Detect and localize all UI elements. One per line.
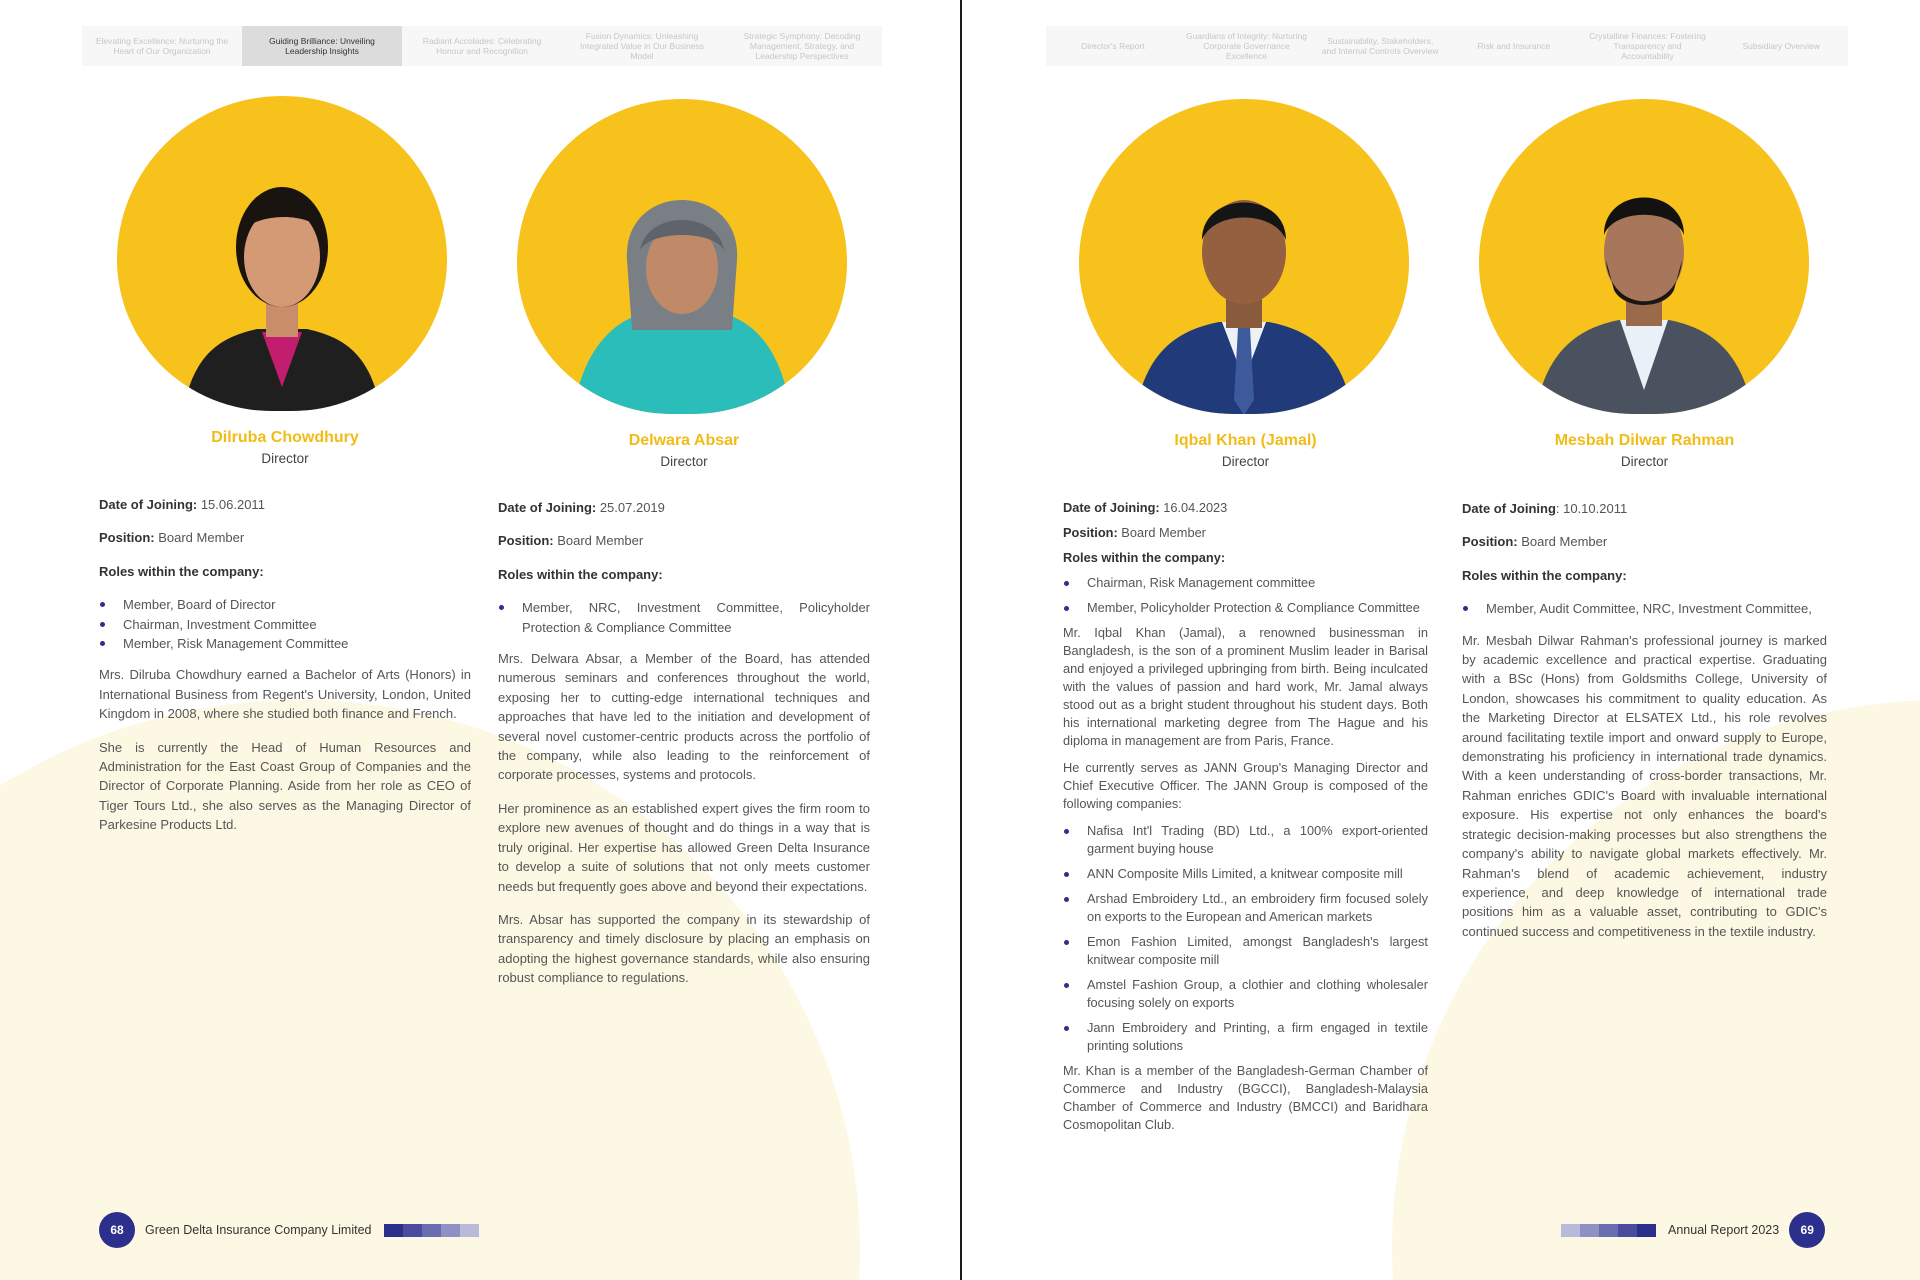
nav-item[interactable]: Subsidiary Overview: [1742, 41, 1820, 51]
right-page: [962, 0, 1920, 1280]
bio-paragraph: Mrs. Delwara Absar, a Member of the Board, has attended numerous seminars and conferences throughout the world, exposing her to cutting-edge international techniques and approaches that have led to the initiation and development of several novel customer-centric products across the portfolio of the company, while also leading to the reinforcement of corporate processes, systems and protocols.: [498, 651, 870, 783]
director-details: [498, 498, 870, 1002]
roles-list: [99, 595, 471, 653]
decorative-squares: [384, 1224, 479, 1237]
director-details: [1462, 499, 1827, 955]
company-item: Amstel Fashion Group, a clothier and clothing wholesaler focusing solely on exports: [1063, 976, 1428, 1012]
bio-paragraph: He currently serves as JANN Group's Managing Director and Chief Executive Officer. The JANN Group is composed of the following companies:: [1063, 760, 1428, 811]
bio-paragraph: Her prominence as an established expert gives the firm room to explore new avenues of thought and do things in a way that is truly original. Her expertise has allowed Green Delta Insurance to develop a suite of solutions that not only meets customer needs but frequently goes above and beyond their expectations.: [498, 800, 870, 894]
joining-date: Date of Joining: 15.06.2011: [99, 497, 265, 512]
nav-item[interactable]: Guardians of Integrity: Nurturing Corporate Governance Excellence: [1186, 31, 1307, 61]
nav-item[interactable]: Fusion Dynamics: Unleashing Integrated Value in Our Business Model: [579, 31, 705, 61]
footer-right: [1561, 1212, 1825, 1248]
role-item: Member, Policyholder Protection & Compliance Committee: [1063, 599, 1428, 617]
joining-date: Date of Joining: 16.04.2023: [1063, 500, 1228, 515]
position: Position: Board Member: [1063, 525, 1206, 540]
roles-heading: Roles within the company:: [498, 566, 663, 582]
page-number: 68: [99, 1212, 135, 1248]
director-title: Director: [1221, 454, 1270, 469]
director-name: Iqbal Khan (Jamal): [1174, 432, 1317, 449]
nav-item[interactable]: Radiant Accolades: Celebrating Honour and Recognition: [422, 36, 542, 56]
roles-list: [1462, 599, 1827, 618]
director-name: Dilruba Chowdhury: [211, 429, 359, 446]
director-photo: [117, 96, 447, 411]
company-item: Arshad Embroidery Ltd., an embroidery firm focused solely on exports to the European and American markets: [1063, 890, 1428, 926]
company-item: Jann Embroidery and Printing, a firm engaged in textile printing solutions: [1063, 1019, 1428, 1055]
bio-paragraph: Mr. Khan is a member of the Bangladesh-German Chamber of Commerce and Industry (BGCCI), Bangladesh-Malaysia Chamber of Commerce and Industry (BMCCI) and Baridhara Cosmopolitan Club.: [1063, 1063, 1428, 1132]
nav-item[interactable]: Elevating Excellence: Nurturing the Heart of Our Organization: [95, 36, 229, 56]
companies-list: [1063, 822, 1428, 1055]
bio-paragraph: Mrs. Absar has supported the company in its stewardship of transparency and timely disclosure by placing an emphasis on adopting the highest governance standards, while also ensuring robust compliance to regulations.: [498, 911, 870, 986]
director-title: Director: [261, 451, 309, 466]
nav-item-active[interactable]: Guiding Brilliance: Unveiling Leadership Insights: [242, 26, 402, 66]
roles-list: [498, 598, 870, 637]
company-item: Nafisa Int'l Trading (BD) Ltd., a 100% export-oriented garment buying house: [1063, 822, 1428, 858]
roles-heading: Roles within the company:: [1063, 550, 1226, 565]
role-item: Member, Risk Management Committee: [99, 634, 471, 653]
director-title: Director: [660, 454, 708, 469]
footer-company-name: Green Delta Insurance Company Limited: [145, 1223, 372, 1237]
roles-heading: Roles within the company:: [1462, 567, 1627, 583]
joining-date: Date of Joining: 25.07.2019: [498, 500, 665, 515]
director-name: Mesbah Dilwar Rahman: [1554, 432, 1735, 449]
role-item: Member, Board of Director: [99, 595, 471, 614]
role-item: Chairman, Risk Management committee: [1063, 574, 1428, 592]
section-nav-right: [1046, 26, 1848, 66]
footer-report-name: Annual Report 2023: [1668, 1223, 1780, 1237]
bio-paragraph: Mr. Iqbal Khan (Jamal), a renowned businessman in Bangladesh, is the son of a prominent Muslim leader in Barisal and enjoyed a privileged upbringing from birth. Being inculcated with the values of passion and hard work, Mr. Jamal always stood out as a bright student throughout his student days. Both his international marketing degree from The Hague and his diploma in management are from Paris, France.: [1063, 625, 1428, 748]
bio-paragraph: Mrs. Dilruba Chowdhury earned a Bachelor of Arts (Honors) in International Business from Regent's University, London, United Kingdom in 2008, where she studied both finance and French.: [99, 667, 471, 722]
director-photo: [1479, 99, 1809, 414]
director-details: [99, 495, 471, 849]
bio-paragraph: She is currently the Head of Human Resources and Administration for the East Coast Group of Companies and the Director of Corporate Planning. Aside from her role as CEO of Tiger Tours Ltd., she also serves as the Managing Director of Parkesine Products Ltd.: [99, 739, 471, 833]
section-nav-left: [82, 26, 882, 66]
bio-paragraph: Mr. Mesbah Dilwar Rahman's professional journey is marked by academic excellence and practical expertise. Graduating with a BSc (Hons) from Goldsmiths College, University of London, showcases his commitment to quality education. As the Marketing Director at ELSATEX Ltd., his role revolves around facilitating textile import and onward supply to Europe, demonstrating his proficiency in international trade dynamics. With a keen understanding of cross-border transactions, Mr. Rahman enriches GDIC's Board with invaluable international exposure. His expertise not only enhances the board's strategic decision-making processes but also strengthens the company's ability to navigate global markets effectively. Mr. Rahman's blend of academic achievement, industry experience, and deep knowledge of international trade positions him as a valuable asset, contributing to GDIC's continued success and competitiveness in the textile industry.: [1462, 632, 1827, 939]
roles-heading: Roles within the company:: [99, 563, 264, 579]
nav-item[interactable]: Director's Report: [1081, 41, 1145, 51]
director-title: Director: [1620, 454, 1669, 469]
company-item: Emon Fashion Limited, amongst Bangladesh's largest knitwear composite mill: [1063, 933, 1428, 969]
nav-item[interactable]: Sustainability, Stakeholders, and Internal Controls Overview: [1321, 36, 1439, 56]
nav-item[interactable]: Crystalline Finances: Fostering Transparency and Accountability: [1589, 31, 1706, 61]
position: Position: Board Member: [498, 533, 644, 549]
role-item: Member, NRC, Investment Committee, Policyholder Protection & Compliance Committee: [498, 598, 870, 637]
director-details: [1063, 499, 1428, 1143]
decorative-squares: [1561, 1224, 1656, 1237]
director-photo: [1079, 99, 1409, 414]
page-number: 69: [1789, 1212, 1825, 1248]
nav-item[interactable]: Risk and Insurance: [1477, 41, 1551, 51]
footer-left: [99, 1212, 479, 1248]
role-item: Member, Audit Committee, NRC, Investment Committee,: [1462, 599, 1827, 618]
director-name: Delwara Absar: [628, 432, 740, 449]
nav-item[interactable]: Strategic Symphony: Decoding Management, Strategy, and Leadership Perspectives: [743, 31, 861, 61]
position: Position: Board Member: [1462, 534, 1608, 550]
role-item: Chairman, Investment Committee: [99, 615, 471, 634]
roles-list: [1063, 574, 1428, 617]
company-item: ANN Composite Mills Limited, a knitwear composite mill: [1063, 865, 1428, 883]
joining-date: Date of Joining: 10.10.2011: [1462, 501, 1628, 516]
director-photo: [517, 99, 847, 414]
position: Position: Board Member: [99, 530, 245, 546]
